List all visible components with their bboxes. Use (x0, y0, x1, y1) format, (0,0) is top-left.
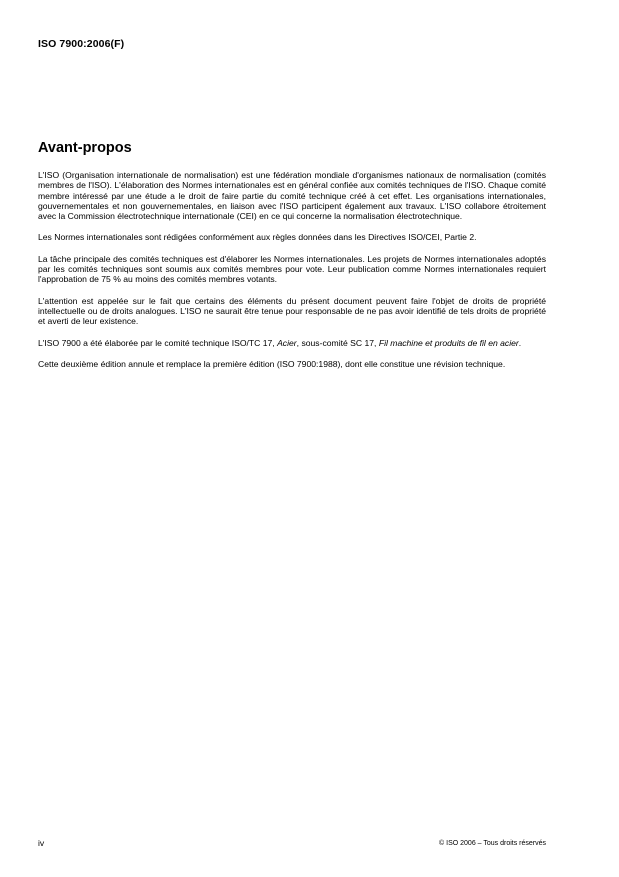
paragraph-edition-note: Cette deuxième édition annule et remplace la première édition (ISO 7900:1988), dont elle constitue une révision technique. (38, 358, 506, 369)
prepared-by-text-1: L'ISO 7900 a été élaborée par le comité technique ISO/TC 17, (38, 337, 278, 348)
prepared-by-text-3: . (518, 337, 522, 348)
section-title: Avant-propos (38, 140, 132, 156)
foreword-body (38, 170, 546, 380)
page-number: iv (38, 838, 45, 848)
paragraph-prepared-by (38, 338, 546, 348)
paragraph-iso-organisation: L'ISO (Organisation internationale de normalisation) est une fédération mondiale d'organismes nationaux de normalisation (comités membres de l'ISO). L'élaboration des Normes internationales est en général confiée aux comités techniques de l'ISO. Chaque comité membre intéressé par une étude a le droit de faire partie du comité technique créé à cet effet. Les organisations internationales, gouvernementales et non gouvernementales, en liaison avec l'ISO participent également aux travaux. L'ISO collabore étroitement avec la Commission électrotechnique internationale (CEI) en ce qui concerne la normalisation électrotechnique. (38, 170, 546, 222)
paragraph-drafting-rules: Les Normes internationales sont rédigées conformément aux règles données dans les Directives ISO/CEI, Partie 2. (38, 232, 477, 243)
document-id-header: ISO 7900:2006(F) (38, 38, 125, 50)
subcommittee-name: Fil machine et produits de fil en acier (378, 337, 519, 348)
copyright-notice: © ISO 2006 – Tous droits réservés (439, 840, 546, 847)
paragraph-committee-tasks: La tâche principale des comités techniques est d'élaborer les Normes internationales. Les projets de Normes internationales adoptés par les comités techniques sont soumis aux comités membres pour vote. Leur publication comme Normes internationales requiert l'approbation de 75 % au moins des comités membres votants. (38, 253, 546, 285)
committee-name-acier: Acier (277, 337, 297, 348)
paragraph-patent-rights: L'attention est appelée sur le fait que certains des éléments du présent document peuvent faire l'objet de droits de propriété intellectuelle ou de droits analogues. L'ISO ne saurait être tenue pour responsable de ne pas avoir identifié de tels droits de propriété et averti de leur existence. (38, 295, 546, 327)
prepared-by-text-2: , sous-comité SC 17, (296, 337, 379, 348)
